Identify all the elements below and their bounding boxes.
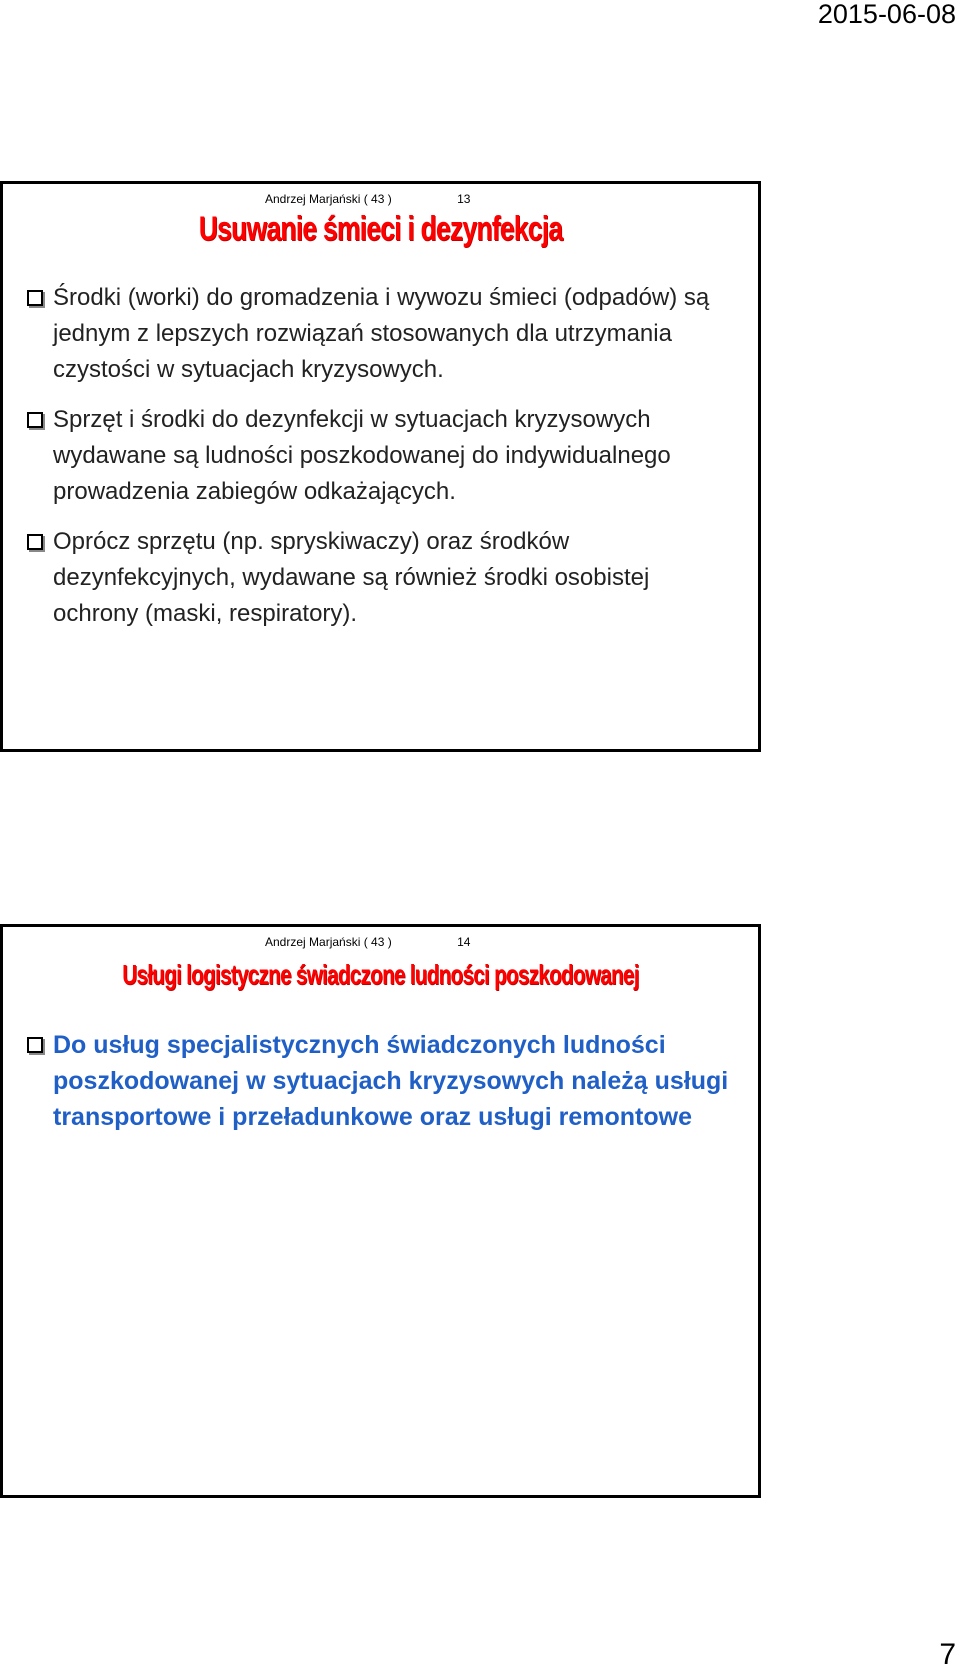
bullet-item <box>25 402 738 510</box>
slide-header <box>265 935 470 949</box>
slide-author: Andrzej Marjański ( 43 ) <box>265 192 392 206</box>
slide-header <box>265 192 470 206</box>
checkbox-bullet-icon <box>27 534 43 550</box>
page-number: 7 <box>939 1638 956 1671</box>
bullet-list <box>25 1027 738 1135</box>
bullet-list <box>25 280 738 646</box>
bullet-item <box>25 524 738 632</box>
checkbox-bullet-icon <box>27 412 43 428</box>
bullet-text: Do usług specjalistycznych świadczonych ludności poszkodowanej w sytuacjach kryzysowych należą usługi transportowe i przeładunkowe oraz usługi remontowe <box>53 1031 729 1131</box>
slide-number: 13 <box>457 192 471 206</box>
bullet-item <box>25 280 738 388</box>
bullet-text: Sprzęt i środki do dezynfekcji w sytuacjach kryzysowych wydawane są ludności poszkodowanej do indywidualnego prowadzenia zabiegów odkażających. <box>53 406 671 505</box>
bullet-text: Oprócz sprzętu (np. spryskiwaczy) oraz środków dezynfekcyjnych, wydawane są również środki osobistej ochrony (maski, respiratory). <box>53 528 650 627</box>
slide-number: 14 <box>457 935 471 949</box>
page-date: 2015-06-08 <box>817 0 956 29</box>
bullet-text: Środki (worki) do gromadzenia i wywozu śmieci (odpadów) są jednym z lepszych rozwiązań stosowanych dla utrzymania czystości w sytuacjach kryzysowych. <box>53 284 710 383</box>
slide-author: Andrzej Marjański ( 43 ) <box>265 935 392 949</box>
checkbox-bullet-icon <box>27 290 43 306</box>
checkbox-bullet-icon <box>27 1037 43 1053</box>
slide-title: Usuwanie śmieci i dezynfekcja <box>198 210 563 248</box>
bullet-item <box>25 1027 738 1135</box>
slide-14 <box>0 924 761 1498</box>
slide-title: Usługi logistyczne świadczone ludności poszkodowanej <box>122 959 639 990</box>
slide-13 <box>0 181 761 752</box>
